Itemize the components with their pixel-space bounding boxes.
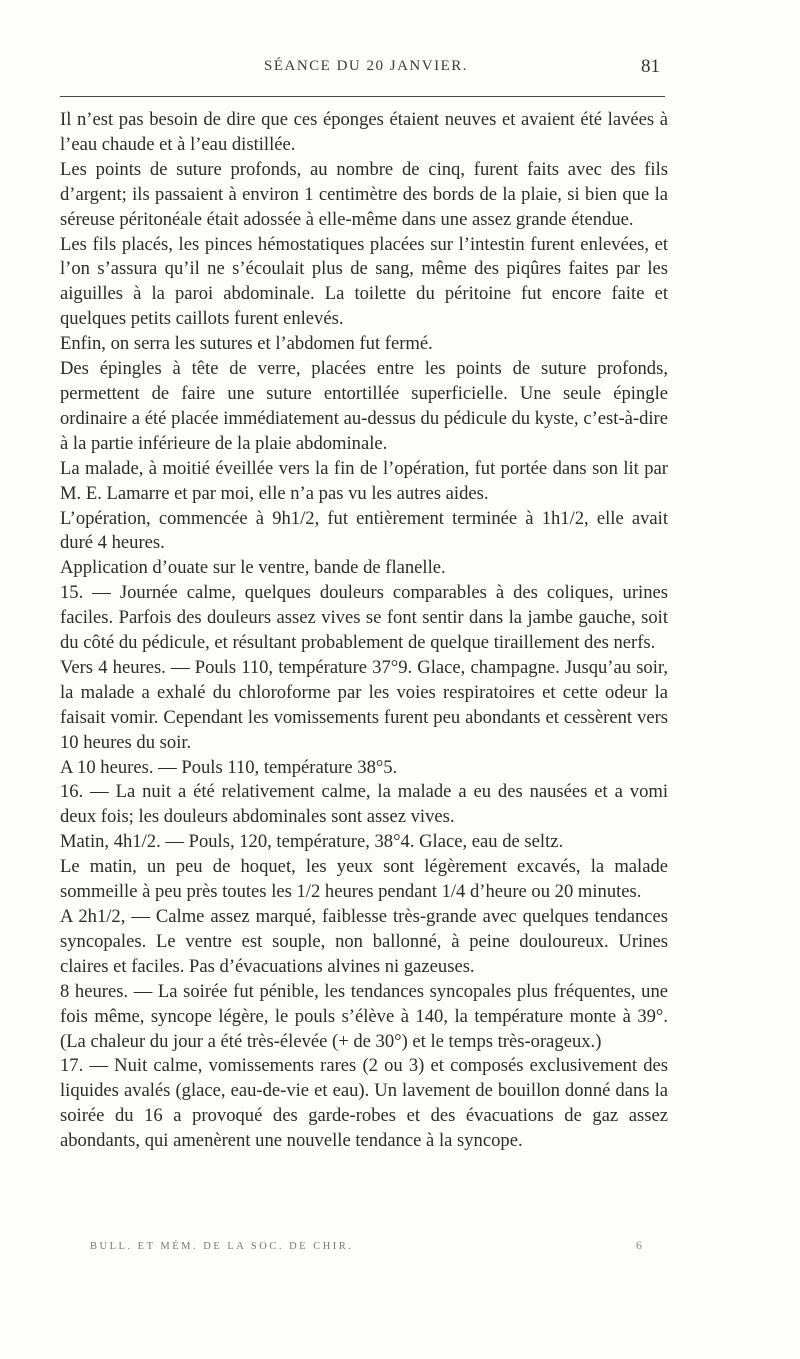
paragraph: Matin, 4h1/2. — Pouls, 120, température, 38°4. Glace, eau de seltz.	[60, 831, 564, 853]
page-footer	[90, 1238, 650, 1260]
footer-signature: BULL. ET MÉM. DE LA SOC. DE CHIR.	[90, 1241, 354, 1252]
paragraph: Application d’ouate sur le ventre, bande de flanelle.	[60, 557, 446, 579]
paragraph: Le matin, un peu de hoquet, les yeux sont légèrement excavés, la malade sommeille à peu près toutes les 1/2 heures pendant 1/4 d’heure ou 20 minutes.	[60, 856, 668, 903]
paragraph: 17. — Nuit calme, vomissements rares (2 ou 3) et composés exclusivement des liquides avalés (glace, eau-de-vie et eau). Un lavement de bouillon donné dans la soirée du 16 a provoqué des garde-robes et des évacuations de gaz assez abondants, qui amenèrent une nouvelle tendance à la syncope.	[60, 1055, 668, 1152]
header-rule	[60, 96, 665, 97]
page-number: 81	[641, 56, 660, 77]
paragraph: 16. — La nuit a été relativement calme, la malade a eu des nausées et a vomi deux fois; les douleurs abdominales sont assez vives.	[60, 781, 668, 828]
page-header	[60, 56, 672, 86]
paragraph: Enfin, on serra les sutures et l’abdomen fut fermé.	[60, 333, 433, 355]
paragraph: La malade, à moitié éveillée vers la fin de l’opération, fut portée dans son lit par M. E. Lamarre et par moi, elle n’a pas vu les autres aides.	[60, 457, 668, 504]
paragraph: A 10 heures. — Pouls 110, température 38°5.	[60, 756, 398, 778]
paragraph: 8 heures. — La soirée fut pénible, les tendances syncopales plus fréquentes, une fois même, syncope légère, le pouls s’élève à 140, la température monte à 39°. (La chaleur du jour a été très-élevée (+ de 30°) et le temps très-orageux.)	[60, 980, 668, 1052]
paragraph: Il n’est pas besoin de dire que ces éponges étaient neuves et avaient été lavées à l’eau chaude et à l’eau distillée.	[60, 109, 668, 155]
paragraph: A 2h1/2, — Calme assez marqué, faiblesse très-grande avec quelques tendances syncopales. Le ventre est souple, non ballonné, à peine douloureux. Urines claires et faciles. Pas d’évacuations alvines ni gazeuses.	[60, 906, 668, 977]
running-head: SÉANCE DU 20 JANVIER.	[264, 58, 468, 74]
paragraph: Les points de suture profonds, au nombre de cinq, furent faits avec des fils d’argent; ils passaient à environ 1 centimètre des bords de la plaie, si bien que la séreuse péritonéale était adossée à elle-même dans une assez grande étendue.	[60, 158, 668, 230]
paragraph: Les fils placés, les pinces hémostatiques placées sur l’intestin furent enlevées, et l’on s’assura qu’il ne s’écoulait plus de sang, même des piqûres faites par les aiguilles à la paroi abdominale. La toilette du péritoine fut encore faite et quelques petits caillots furent enlevés.	[60, 233, 668, 330]
body-text	[60, 108, 668, 1154]
paragraph: L’opération, commencée à 9h1/2, fut entièrement terminée à 1h1/2, elle avait duré 4 heures.	[60, 507, 668, 554]
paragraph: 15. — Journée calme, quelques douleurs comparables à des coliques, urines faciles. Parfois des douleurs assez vives se font sentir dans la jambe gauche, soit du côté du pédicule, et résultant probablement de quelque tiraillement des nerfs.	[60, 582, 668, 654]
paragraph: Vers 4 heures. — Pouls 110, température 37°9. Glace, champagne. Jusqu’au soir, la malade a exhalé du chloroforme par les voies respiratoires et cette odeur la faisait vomir. Cependant les vomissements furent peu abondants et cessèrent vers 10 heures du soir.	[60, 656, 668, 753]
sheet-number: 6	[636, 1238, 642, 1252]
paragraph: Des épingles à tête de verre, placées entre les points de suture profonds, permettent de faire une suture entortillée superficielle. Une seule épingle ordinaire a été placée immédiatement au-dessus du pédicule du kyste, c’est-à-dire à la partie inférieure de la plaie abdominale.	[60, 358, 668, 454]
